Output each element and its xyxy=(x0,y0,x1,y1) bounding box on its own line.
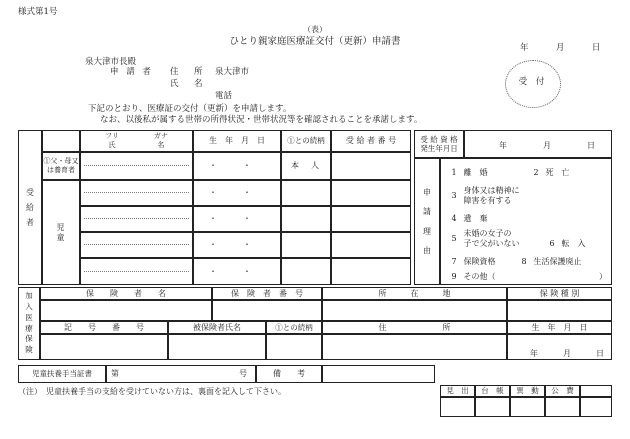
reception-stamp-label: 受 付 xyxy=(518,77,548,87)
qualification-date-cell[interactable] xyxy=(464,130,612,158)
birthdate-dots-2: ・・ xyxy=(209,214,277,223)
insurer-name-input[interactable] xyxy=(40,300,212,321)
furigana-header-top: フリ ガナ xyxy=(105,132,168,141)
furigana-dotline-4 xyxy=(84,271,189,272)
insured-day-label: 日 xyxy=(596,349,604,358)
office-col-cell-2[interactable] xyxy=(510,397,545,417)
allowance-number-suffix: 号 xyxy=(239,369,247,378)
reason-no-9: 9 xyxy=(451,272,457,281)
office-col-cell-4[interactable] xyxy=(580,397,612,417)
reason-no-4: 4 xyxy=(451,214,457,223)
insurance-type-header: 保 険 種 別 xyxy=(507,287,612,300)
reason-text-5-line2: 子で父がいない xyxy=(463,239,520,248)
recipient-relation-cell-0: 本 人 xyxy=(281,152,331,180)
qualification-header-line1: 受 給 資 格 xyxy=(420,134,458,144)
insurance-side-char-0: 加 xyxy=(25,290,33,300)
insurance-side-label xyxy=(18,287,40,360)
birthdate-dots-3: ・・ xyxy=(209,240,277,249)
recipient-number-cell-0[interactable] xyxy=(331,152,411,180)
insured-birthdate-input[interactable] xyxy=(507,334,612,360)
page-title: ひとり親家庭医療証交付（更新）申請書 xyxy=(229,36,401,47)
recipient-number-cell-3[interactable] xyxy=(331,232,411,258)
office-col-cell-1[interactable] xyxy=(475,397,510,417)
date-year-label: 年 xyxy=(520,43,529,53)
applicant-label: 申 請 者 xyxy=(110,67,154,77)
insured-month-label: 月 xyxy=(563,349,571,358)
insured-relation-input[interactable] xyxy=(266,334,322,360)
date-day-label: 日 xyxy=(591,43,601,53)
reason-text-7: 保険資格 xyxy=(463,257,496,266)
reason-text-5-line1: 未婚の女子の xyxy=(463,229,512,238)
insurer-location-header: 所 在 地 xyxy=(322,287,507,300)
office-col-header-1: 台 帳 xyxy=(475,385,510,397)
reason-side-label xyxy=(414,158,440,285)
insurance-side-char-5: 険 xyxy=(25,345,33,355)
reason-option-2[interactable] xyxy=(529,168,570,178)
insurance-side-char-4: 保 xyxy=(25,334,33,344)
reason-text-3-wrap xyxy=(464,186,520,206)
reason-no-1: 1 xyxy=(451,168,457,177)
allowance-number-prefix: 第 xyxy=(111,369,119,378)
insured-name-header: 被保険者氏名 xyxy=(168,321,266,334)
submission-date-line xyxy=(520,44,600,53)
furigana-dotline-3 xyxy=(84,244,189,245)
reason-option-9[interactable] xyxy=(447,272,496,282)
symbol-no-input[interactable] xyxy=(40,334,168,360)
office-col-header-0: 見 出 xyxy=(440,385,475,397)
insured-address-input[interactable] xyxy=(322,334,507,360)
recipient-number-cell-4[interactable] xyxy=(331,258,411,285)
footer-note: （注） 児童扶養手当の支給を受けていない方は、裏面を記入して下さい。 xyxy=(18,387,286,396)
insurance-side-char-1: 入 xyxy=(25,301,33,311)
recipient-side-char-2: 者 xyxy=(26,218,34,228)
reason-option-7[interactable] xyxy=(447,257,496,267)
furigana-header-bottom: 氏 名 xyxy=(108,141,165,149)
birthdate-dots-1: ・・ xyxy=(209,188,277,197)
recipient-category-child: 児 童 xyxy=(42,180,80,285)
reason-text-5-wrap xyxy=(464,229,520,249)
applicant-address-value: 泉大津市 xyxy=(215,67,250,77)
qualification-day-label: 日 xyxy=(587,141,595,150)
reason-side-char-1: 請 xyxy=(423,207,431,217)
recipient-relation-cell-4[interactable] xyxy=(281,258,331,285)
addressee-label: 泉大津市長殿 xyxy=(85,57,137,67)
reason-no-8: 8 xyxy=(521,257,527,266)
insurer-location-input[interactable] xyxy=(322,300,507,321)
recipient-birthdate-cell-4[interactable] xyxy=(193,258,281,285)
reason-no-7: 7 xyxy=(451,257,457,266)
reason-text-3-line2: 障害を有する xyxy=(463,196,512,205)
furigana-dotline-0 xyxy=(84,165,189,166)
qualification-month-label: 月 xyxy=(543,141,551,150)
applicant-name-label: 氏 名 xyxy=(170,79,207,89)
reason-text-9: その他（ xyxy=(463,272,496,281)
recipient-number-cell-1[interactable] xyxy=(331,180,411,206)
reason-no-6: 6 xyxy=(549,239,555,248)
reason-text-8: 生活保護廃止 xyxy=(533,257,582,266)
applicant-address-label: 住 所 xyxy=(170,67,207,77)
reason-option-1[interactable] xyxy=(447,168,488,178)
reason-option-9-close: ） xyxy=(599,272,607,281)
recipient-name-cell-0[interactable] xyxy=(80,152,193,180)
insured-birthdate-header: 生 年 月 日 xyxy=(507,321,612,334)
insured-name-input[interactable] xyxy=(168,334,266,360)
recipient-number-cell-2[interactable] xyxy=(331,206,411,232)
insurance-side-char-3: 療 xyxy=(25,323,33,333)
recipient-birthdate-cell-0[interactable] xyxy=(193,152,281,180)
declaration-line-2: なお、以後私が属する世帯の所得状況・世帯状況等を確認されることを承諾します。 xyxy=(100,115,423,125)
furigana-dotline-2 xyxy=(84,218,189,219)
insurer-no-header: 保 険 者 番 号 xyxy=(212,287,322,300)
recipient-header-blank xyxy=(42,130,80,152)
reason-text-2: 死 亡 xyxy=(545,168,570,177)
recipient-birthdate-cell-2[interactable] xyxy=(193,206,281,232)
reason-option-5[interactable] xyxy=(447,229,520,249)
reason-no-3: 3 xyxy=(451,191,457,200)
office-col-header-4 xyxy=(580,385,612,397)
insurance-type-input[interactable] xyxy=(507,300,612,321)
insurance-side-char-2: 医 xyxy=(25,312,33,322)
recipient-side-char-1: 給 xyxy=(26,202,34,212)
recipient-category-parent-line2: は養育者 xyxy=(47,166,75,174)
insurer-no-input[interactable] xyxy=(212,300,322,321)
office-col-cell-0[interactable] xyxy=(440,397,475,417)
recipient-header-name xyxy=(80,130,193,152)
title-subtitle: （表） xyxy=(303,25,327,34)
office-col-cell-3[interactable] xyxy=(545,397,580,417)
recipient-header-recipient-no: 受 給 者 番 号 xyxy=(331,130,411,152)
recipient-name-cell-1[interactable] xyxy=(80,180,193,206)
allowance-remarks-label: 備 考 xyxy=(256,365,322,383)
reason-option-8[interactable] xyxy=(517,257,582,267)
recipient-birthdate-cell-3[interactable] xyxy=(193,232,281,258)
recipient-name-cell-2[interactable] xyxy=(80,206,193,232)
recipient-side-label xyxy=(18,130,42,285)
office-col-header-2: 異 動 xyxy=(510,385,545,397)
recipient-relation-cell-2[interactable] xyxy=(281,206,331,232)
recipient-header-birthdate: 生 年 月 日 xyxy=(193,130,281,152)
recipient-relation-cell-3[interactable] xyxy=(281,232,331,258)
qualification-header-line2: 発生年月日 xyxy=(420,144,458,153)
reason-option-6[interactable] xyxy=(545,239,586,249)
form-code-label: 様式第1号 xyxy=(18,7,58,17)
recipient-relation-cell-1[interactable] xyxy=(281,180,331,206)
reason-no-2: 2 xyxy=(533,168,539,177)
reason-side-char-2: 理 xyxy=(423,226,431,236)
recipient-birthdate-cell-1[interactable] xyxy=(193,180,281,206)
allowance-remarks-input[interactable] xyxy=(322,365,435,383)
reason-side-char-3: 由 xyxy=(423,245,431,255)
birthdate-dots-4: ・・ xyxy=(209,266,277,276)
recipient-header-relation: ①との続柄 xyxy=(281,130,331,152)
qualification-year-label: 年 xyxy=(499,141,507,150)
reason-text-3-line1: 身体又は精神に xyxy=(463,186,520,195)
office-col-header-3: 公 費 xyxy=(545,385,580,397)
allowance-number-cell[interactable] xyxy=(106,365,256,383)
date-month-label: 月 xyxy=(555,43,565,53)
allowance-certificate-label: 児童扶養手当証書 xyxy=(18,365,106,383)
insured-year-label: 年 xyxy=(530,349,538,358)
symbol-no-header: 記 号 番 号 xyxy=(40,321,168,334)
applicant-tel-label: 電話 xyxy=(215,91,233,101)
recipient-side-char-0: 受 xyxy=(26,187,34,197)
furigana-dotline-1 xyxy=(84,192,189,193)
qualification-header-label xyxy=(414,130,464,158)
reason-list-box xyxy=(440,158,612,285)
reason-text-6: 転 入 xyxy=(561,239,586,248)
insurer-name-header: 保 険 者 名 xyxy=(40,287,212,300)
insured-address-header: 住 所 xyxy=(322,321,507,334)
reason-side-char-0: 申 xyxy=(423,188,431,198)
recipient-name-cell-3[interactable] xyxy=(80,232,193,258)
reason-text-1: 離 婚 xyxy=(463,168,488,177)
insured-relation-header: ①との続柄 xyxy=(266,321,322,334)
reason-option-4[interactable] xyxy=(447,214,488,224)
recipient-category-parent xyxy=(42,152,80,180)
birthdate-dots-0: ・・ xyxy=(209,161,277,170)
reason-option-3[interactable] xyxy=(447,186,520,206)
recipient-category-parent-line1: ①父・母又 xyxy=(43,157,79,166)
declaration-line-1: 下記のとおり、医療証の交付（更新）を申請します。 xyxy=(88,104,292,114)
reason-no-5: 5 xyxy=(451,234,457,243)
reason-text-4: 遺 棄 xyxy=(463,214,488,223)
